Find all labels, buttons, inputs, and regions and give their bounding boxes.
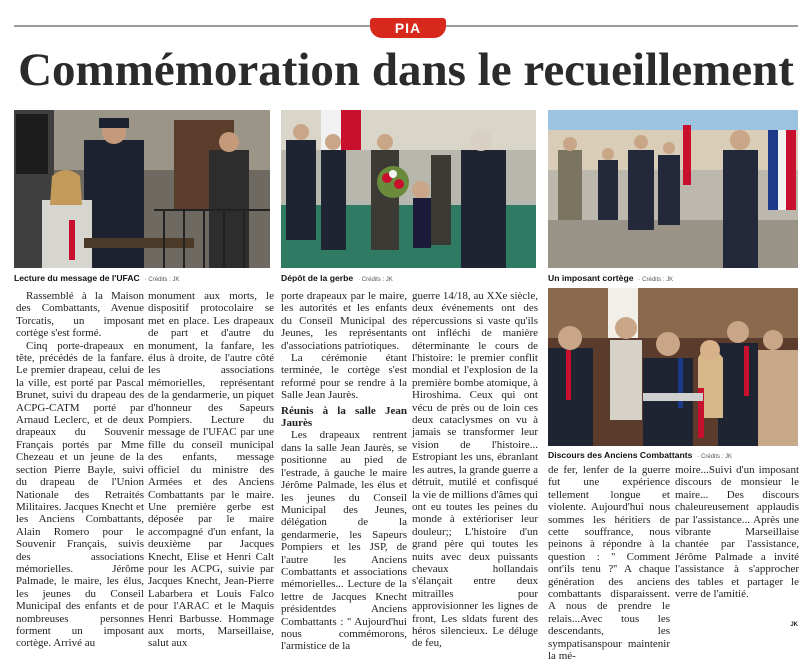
photo-veterans-speech [548,288,798,446]
article-paragraph: Les drapeaux rentrent dans la salle Jean Jaurès, se positionne au pied de l'estrade, à gauche le maire Jérôme Palmade, les élus et les jeunes du Conseil Municipal des Jeunes, délégation de la gendarmerie, les Sapeurs Pompiers et les JSP, de l'autre les Anciens Combattants et associations mémorielles... Lecture de la lettre de Jacques Knecht présidentdes Anciens Combattants : '' Aujourd'hui nous commémorons, l'armistice de la [281,429,407,653]
author-signature: JK [790,622,798,628]
article-paragraph: La cérémonie étant terminée, le cortège s'est reformé pour se rendre à la Salle Jean Jaurès. [281,352,407,402]
article-paragraph: monument aux morts, le dispositif protocolaire se met en place. Les drapeaux de part et d'autre du monument, la fanfare, les élus à droite, de l'autre côté les associations mémorielles, représentant de la gendarmerie, un piquet d'honneur des Sapeurs Pompiers. Lecture du message de l'UFAC par une fille du conseil municipal des enfants, message officiel du ministre des Armées et des Anciens Combattants par le maire. Une première gerbe est déposée par le maire accompagné d'un enfant, la deuxième par Jacques Knecht, Elise et Henri Calt pour les ACPG, suivie par Jacques Knecht, Jean-Pierre Labarbera et Louis Falco pour l'ARAC et le Maquis Henri Barbusse. Hommage aux morts, Marseillaise, salut aux [148,290,274,650]
photo-caption: Dépôt de la gerbe · Crédits : JK [281,273,393,283]
article-paragraph: moire...Suivi d'un imposant discours de monsieur le maire... Des discours chaleureusement applaudis par l'assistance... Après une vibrante Marseillaise chantée par l'assistance, Jérôme Palmade a invité l'assistance à s'approcher des tables et partager le verre de l'amitié. [675,464,799,601]
photo-caption: Un imposant cortège · Crédits : JK [548,273,674,283]
top-rule-left [14,25,370,27]
photo-ufac-message [14,110,270,268]
article-paragraph: Cinq porte-drapeaux en tête, précédés de la fanfare. Le premier drapeau, celui de la ville, est porté par Pascal Brunet, suivi du drapeau des ACPG-CATM porté par Arnaud Leclerc, et de deux drapeaux du Souvenir Français portés par Mme Chezeau et un jeune de la section Pierre Bayle, suivi du drapeau de l'Union Nationale des Retraités Militaires. Jacques Knecht et les Anciens Combattants, Alain Romero pour le Souvenir Français, suivis des associations mémorielles. Jérôme Palmade, le maire, les élus, les jeunes du Conseil Municipal des enfants et de nombreuses personnes forment un imposant cortège. Arrivé au [16,339,144,650]
article-paragraph: guerre 14/18, au XXe siècle, deux événements ont des répercussions si vaste qu'ils ont infléchi de manière déterminante le cours de l'histoire: le premier conflit mondial et l'explosion de la première bombe atomique, à Hiroshima. Ceux qui ont vécu de près ou de loin ces deux cataclysmes on vu à jamais se transformer leur vision de l'histoire... Estropiant les uns, ébranlant les autres, la grande guerre a détruit, mutilé et confisqué la vie de millions d'âmes qui ont eu toutes les peines du monde à extérioriser leur douleur;; L'histoire d'un grand père qui toutes les nuits avec deux puissants chevaux hollandais s'élançait entre deux mitrailles pour approvisionner les lignes de front, Les sldats furent des héros silencieux. Le déluge de feu, [412,290,538,650]
article-column-1 [16,290,144,650]
article-column-5 [548,464,670,663]
article-column-2 [148,290,274,650]
top-rule-right [446,25,798,27]
section-label: PIA [370,18,446,38]
article-paragraph: de fer, lenfer de la guerre fut une expérience tellement longue et violente. Aujourd'hui nous sommes les héritiers de cette souffrance, nous peinons à répondre à la question : '' Comment ont'ils tenu ?'' A chaque génération des anciens combattants disparaissent. A nous de prendre le relais...Avec tous les descendants, les sympatisanspour maintenir la mé- [548,464,670,663]
photo-caption: Lecture du message de l'UFAC · Crédits : JK [14,273,180,283]
article-headline: Commémoration dans le recueillement [18,44,794,96]
photo-wreath-laying [281,110,536,268]
photo-procession [548,110,798,268]
article-subheading: Réunis à la salle Jean Jaurès [281,404,407,430]
photo-caption: Discours des Anciens Combattants · Crédits : JK [548,450,733,460]
article-column-4 [412,290,538,650]
article-paragraph: Rassemblé à la Maison des Combattants, Avenue Torcatis, un imposant cortège s'est formé. [16,290,144,340]
article-column-3 [281,290,407,653]
article-column-6 [675,464,799,636]
article-paragraph: porte drapeaux par le maire, les autorités et les enfants du Conseil Municipal des Jeunes, les représentants d'associations patriotiques. [281,290,407,352]
